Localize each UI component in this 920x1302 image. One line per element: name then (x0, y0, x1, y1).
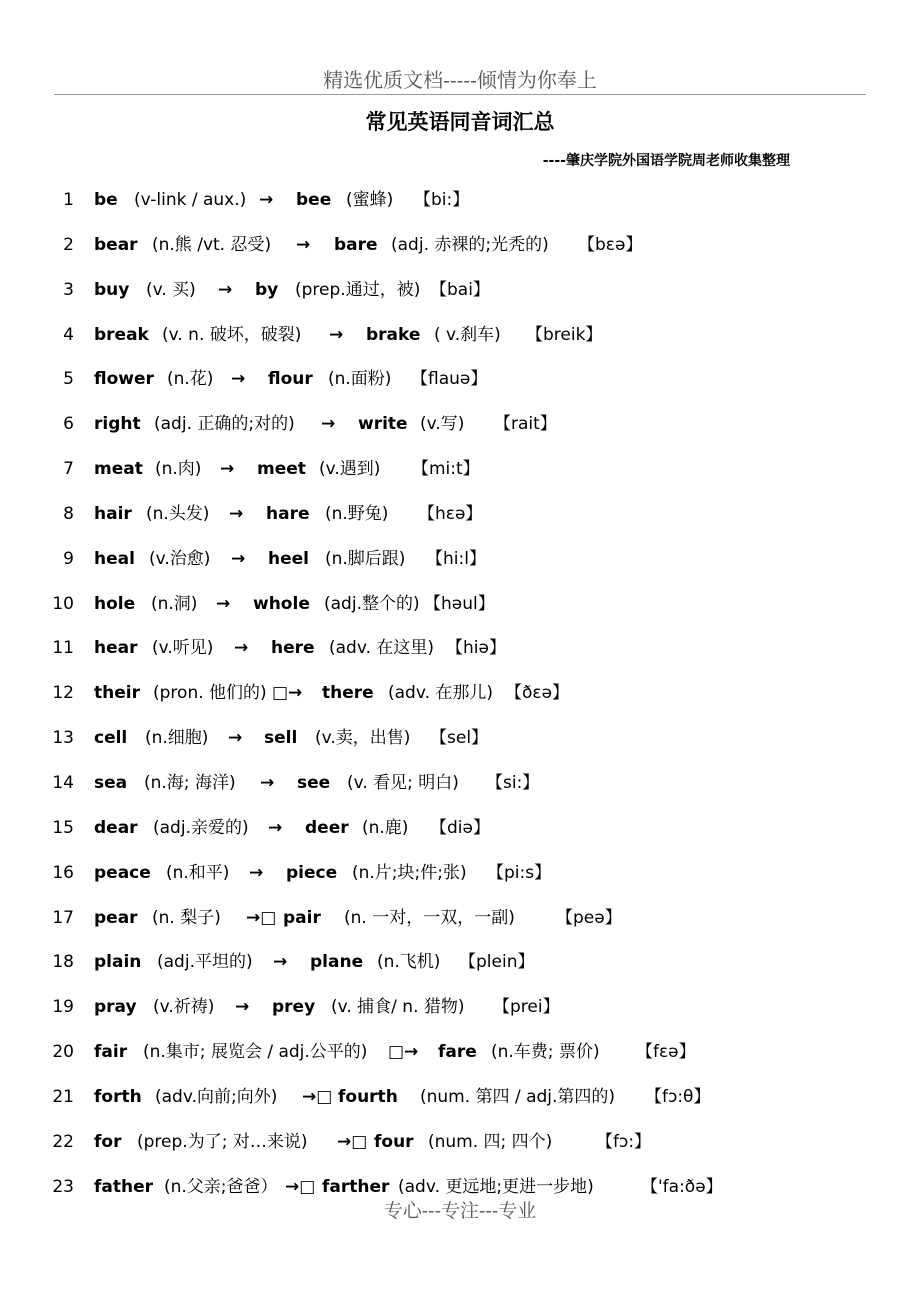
homophone-word: pair (283, 907, 321, 928)
entry-definition: (n.集市; 展览会 / adj.公平的) (143, 1042, 368, 1063)
entry-definition: (adj. 正确的;对的) (154, 414, 295, 435)
entry-word: peace (94, 862, 151, 883)
list-item (0, 769, 920, 814)
list-item (0, 859, 920, 904)
homophone-word: bare (334, 234, 378, 255)
homophone-definition: (num. 四; 四个) (428, 1131, 553, 1152)
homophone-word: see (297, 772, 331, 793)
entry-number: 7 (63, 459, 74, 480)
entry-number: 5 (63, 369, 74, 390)
entry-word: hear (94, 638, 138, 659)
entry-number: 2 (63, 234, 74, 255)
homophone-definition: (n.飞机) (377, 952, 441, 973)
entry-definition: (v.听见) (152, 638, 214, 659)
homophone-definition: (num. 第四 / adj.第四的) (420, 1086, 616, 1107)
list-item (0, 993, 920, 1038)
phonetic: 【mi:t】 (412, 459, 480, 480)
arrow-icon: → (216, 593, 231, 614)
entry-number: 11 (52, 638, 74, 659)
homophone-definition: (n.鹿) (362, 817, 409, 838)
entry-definition: (v.祈祷) (153, 997, 215, 1018)
homophone-word: brake (366, 324, 421, 345)
list-item (0, 948, 920, 993)
arrow-icon: → (228, 728, 243, 749)
arrow-icon: →□ (337, 1131, 368, 1152)
arrow-icon: → (218, 279, 233, 300)
entry-word: hair (94, 503, 132, 524)
arrow-icon: → (329, 324, 344, 345)
phonetic: 【ðɛə】 (505, 683, 570, 704)
entry-definition: (v-link / aux.) (134, 190, 247, 210)
entry-number: 16 (52, 862, 74, 883)
homophone-definition: (n.片;块;件;张) (352, 862, 467, 883)
entry-number: 20 (52, 1042, 74, 1063)
phonetic: 【sel】 (430, 728, 489, 749)
arrow-icon: → (321, 414, 336, 435)
list-item (0, 500, 920, 545)
list-item (0, 410, 920, 455)
phonetic: 【prei】 (493, 997, 560, 1018)
entry-definition: (prep.为了; 对…来说) (137, 1131, 308, 1152)
phonetic: 【peə】 (556, 907, 622, 928)
header-divider (54, 94, 866, 95)
list-item (0, 365, 920, 410)
list-item (0, 1038, 920, 1083)
entry-word: pray (94, 997, 137, 1018)
phonetic: 【si:】 (486, 772, 540, 793)
phonetic: 【breik】 (526, 324, 603, 345)
phonetic: 【fɛə】 (636, 1042, 696, 1063)
entry-word: hole (94, 593, 136, 614)
phonetic: 【bi:】 (414, 190, 470, 210)
homophone-word: heel (268, 548, 309, 569)
entry-number: 8 (63, 503, 74, 524)
phonetic: 【hi:l】 (426, 548, 486, 569)
homophone-word: piece (286, 862, 338, 883)
list-item (0, 814, 920, 859)
arrow-icon: → (229, 503, 244, 524)
entry-definition: (n. 梨子) (152, 907, 221, 928)
arrow-icon: →□ (302, 1086, 333, 1107)
homophone-word: hare (266, 503, 310, 524)
phonetic: 【plein】 (459, 952, 535, 973)
entry-definition: (n.肉) (155, 459, 202, 480)
arrow-icon: →□ (246, 907, 277, 928)
entry-word: bear (94, 234, 138, 255)
homophone-list (0, 186, 920, 1217)
entry-definition: (adj.亲爱的) (153, 817, 249, 838)
homophone-definition: (adv. 在那儿) (388, 683, 494, 704)
arrow-icon: □→ (272, 683, 303, 704)
entry-number: 17 (52, 907, 74, 928)
entry-number: 10 (52, 593, 74, 614)
homophone-definition: (v. 看见; 明白) (347, 772, 459, 793)
entry-word: meat (94, 459, 143, 480)
entry-number: 9 (63, 548, 74, 569)
homophone-word: flour (268, 369, 313, 390)
list-item (0, 679, 920, 724)
homophone-definition: ( v.刹车) (434, 324, 501, 345)
phonetic: 【bai】 (430, 279, 490, 300)
homophone-definition: (v. 捕食/ n. 猎物) (331, 997, 465, 1018)
arrow-icon: → (273, 952, 288, 973)
arrow-icon: → (231, 548, 246, 569)
list-item (0, 186, 920, 231)
homophone-word: whole (253, 593, 310, 614)
homophone-definition: (v.写) (420, 414, 465, 435)
entry-definition: (adj.平坦的) (157, 952, 253, 973)
arrow-icon: →□ (285, 1176, 316, 1197)
homophone-word: there (322, 683, 374, 704)
homophone-definition: (adj. 赤裸的;光秃的) (391, 234, 549, 255)
document-title: 常见英语同音词汇总 (365, 110, 555, 134)
homophone-definition: (n.面粉) (328, 369, 392, 390)
entry-definition: (v. n. 破坏，破裂) (162, 324, 302, 345)
entry-word: flower (94, 369, 154, 390)
list-item (0, 545, 920, 590)
phonetic: 【həul】 (424, 593, 495, 614)
homophone-word: fourth (338, 1086, 398, 1107)
phonetic: 【rait】 (494, 414, 557, 435)
entry-word: sea (94, 772, 128, 793)
phonetic: 【'fa:ðə】 (641, 1176, 723, 1197)
homophone-word: fare (438, 1042, 477, 1063)
arrow-icon: → (260, 772, 275, 793)
entry-number: 22 (52, 1131, 74, 1152)
entry-number: 15 (52, 817, 74, 838)
entry-word: cell (94, 728, 128, 749)
entry-definition: (n.花) (167, 369, 214, 390)
homophone-definition: (v.遇到) (319, 459, 381, 480)
arrow-icon: → (249, 862, 264, 883)
list-item (0, 634, 920, 679)
entry-definition: (pron. 他们的) (153, 683, 267, 704)
entry-number: 1 (63, 190, 74, 210)
homophone-word: four (374, 1131, 414, 1152)
page-header: 精选优质文档-----倾情为你奉上 (323, 68, 597, 92)
homophone-definition: (adj.整个的) (324, 593, 420, 614)
arrow-icon: → (259, 190, 274, 210)
list-item (0, 321, 920, 366)
entry-word: break (94, 324, 149, 345)
list-item (0, 231, 920, 276)
homophone-word: by (255, 279, 279, 300)
homophone-definition: (n.野兔) (325, 503, 389, 524)
homophone-definition: (prep.通过，被) (295, 279, 421, 300)
phonetic: 【fɔ:θ】 (645, 1086, 711, 1107)
phonetic: 【pi:s】 (487, 862, 552, 883)
document-subtitle: ----肇庆学院外国语学院周老师收集整理 (542, 153, 790, 169)
entry-definition: (v.治愈) (149, 548, 211, 569)
homophone-definition: (adv. 更远地;更进一步地) (398, 1176, 594, 1197)
entry-definition: (n.和平) (166, 862, 230, 883)
entry-number: 12 (52, 683, 74, 704)
entry-definition: (n.洞) (151, 593, 198, 614)
homophone-definition: (n.车费; 票价) (491, 1042, 600, 1063)
phonetic: 【flauə】 (411, 369, 488, 390)
homophone-word: prey (272, 997, 316, 1018)
homophone-word: meet (257, 459, 306, 480)
entry-word: fair (94, 1042, 128, 1063)
entry-word: be (94, 190, 118, 210)
entry-word: their (94, 683, 140, 704)
homophone-definition: (v.卖，出售) (315, 728, 411, 749)
phonetic: 【fɔ:】 (596, 1131, 652, 1152)
homophone-word: write (358, 414, 408, 435)
entry-number: 23 (52, 1176, 74, 1197)
homophone-definition: (蜜蜂) (346, 190, 394, 210)
entry-definition: (n.父亲;爸爸） (164, 1176, 278, 1197)
phonetic: 【bɛə】 (578, 234, 643, 255)
list-item (0, 590, 920, 635)
entry-word: father (94, 1176, 154, 1197)
arrow-icon: → (231, 369, 246, 390)
entry-number: 14 (52, 772, 74, 793)
arrow-icon: → (220, 459, 235, 480)
entry-definition: (v. 买) (146, 279, 196, 300)
entry-definition: (n.头发) (146, 503, 210, 524)
entry-number: 13 (52, 728, 74, 749)
homophone-word: farther (322, 1176, 390, 1197)
list-item (0, 1128, 920, 1173)
homophone-definition: (adv. 在这里) (329, 638, 435, 659)
list-item (0, 904, 920, 949)
entry-number: 6 (63, 414, 74, 435)
entry-number: 18 (52, 952, 74, 973)
list-item (0, 724, 920, 769)
entry-word: forth (94, 1086, 142, 1107)
entry-definition: (adv.向前;向外) (155, 1086, 278, 1107)
entry-word: right (94, 414, 141, 435)
phonetic: 【diə】 (430, 817, 490, 838)
arrow-icon: □→ (388, 1042, 419, 1063)
list-item (0, 1083, 920, 1128)
homophone-word: sell (264, 728, 298, 749)
arrow-icon: → (268, 817, 283, 838)
entry-number: 4 (63, 324, 74, 345)
phonetic: 【hiə】 (446, 638, 506, 659)
homophone-word: deer (305, 817, 349, 838)
homophone-word: bee (296, 190, 332, 210)
entry-number: 21 (52, 1086, 74, 1107)
list-item (0, 455, 920, 500)
homophone-word: here (271, 638, 315, 659)
homophone-word: plane (310, 952, 364, 973)
entry-word: for (94, 1131, 122, 1152)
page-footer: 专心---专注---专业 (383, 1200, 537, 1222)
arrow-icon: → (234, 638, 249, 659)
entry-definition: (n.熊 /vt. 忍受) (152, 234, 272, 255)
entry-definition: (n.细胞) (145, 728, 209, 749)
entry-word: dear (94, 817, 138, 838)
entry-word: plain (94, 952, 142, 973)
entry-word: pear (94, 907, 138, 928)
homophone-definition: (n.脚后跟) (325, 548, 406, 569)
entry-word: buy (94, 279, 130, 300)
entry-word: heal (94, 548, 135, 569)
phonetic: 【hɛə】 (418, 503, 483, 524)
entry-number: 19 (52, 997, 74, 1018)
homophone-definition: (n. 一对，一双，一副) (344, 907, 515, 928)
entry-definition: (n.海; 海洋) (144, 772, 236, 793)
list-item (0, 276, 920, 321)
entry-number: 3 (63, 279, 74, 300)
arrow-icon: → (235, 997, 250, 1018)
arrow-icon: → (296, 234, 311, 255)
